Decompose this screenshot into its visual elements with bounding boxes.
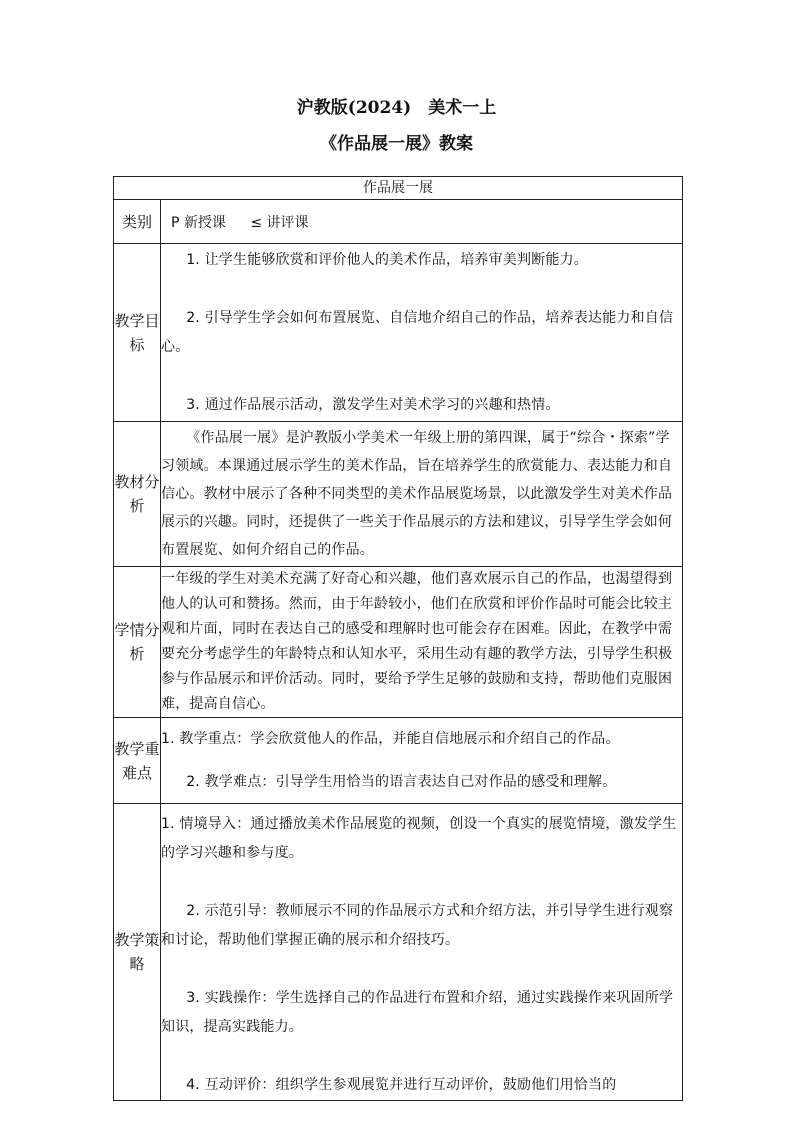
strategy-item: 4. 互动评价：组织学生参观展览并进行互动评价，鼓励他们用恰当的 <box>186 1077 617 1093</box>
objective-item: 3. 通过作品展示活动，激发学生对美术学习的兴趣和热情。 <box>186 396 560 413</box>
students-content <box>161 567 683 718</box>
category-option-review-lesson: ≤ 讲评课 <box>250 214 309 231</box>
table-row-strategy <box>114 804 683 1101</box>
lesson-plan-table <box>113 176 683 1101</box>
category-label: 类别 <box>114 200 161 244</box>
objectives-label: 教学目标 <box>114 244 161 422</box>
lesson-heading-cell: 作品展一展 <box>114 177 683 200</box>
category-option-new-lesson: P 新授课 <box>171 214 226 231</box>
document-subtitle: 《作品展一展》教案 <box>320 134 473 154</box>
strategy-label: 教学策略 <box>114 804 161 1101</box>
table-row-category <box>114 200 683 244</box>
keypoint-item: 2. 教学难点：引导学生用恰当的语言表达自己对作品的感受和理解。 <box>186 773 617 790</box>
materials-text: 《作品展一展》是沪教版小学美术一年级上册的第四课，属于“综合・探索”学习领域。本课通过展示学生的美术作品，旨在培养学生的欣赏能力、表达能力和自信心。教材中展示了各种不同类型的美术作品展览场景，以此激发学生对美术作品展示的兴趣。同时，还提供了一些关于作品展示的方法和建议，引导学生学会如何布置展览、如何介绍自己的作品。 <box>161 430 673 558</box>
table-row-students <box>114 567 683 718</box>
objectives-content <box>161 244 683 422</box>
strategy-item: 1. 情境导入：通过播放美术作品展览的视频，创设一个真实的展览情境，激发学生的学习兴趣和参与度。 <box>161 816 677 861</box>
objective-item: 2. 引导学生学会如何布置展览、自信地介绍自己的作品，培养表达能力和自信心。 <box>161 309 674 355</box>
strategy-item: 3. 实践操作：学生选择自己的作品进行布置和介绍，通过实践操作来巩固所学知识，提高实践能力。 <box>161 990 674 1035</box>
document-title: 沪教版(2024) 美术一上 <box>296 98 497 118</box>
strategy-item: 2. 示范引导：教师展示不同的作品展示方式和介绍方法，并引导学生进行观察和讨论，帮助他们掌握正确的展示和介绍技巧。 <box>161 903 674 948</box>
table-row-keypoints <box>114 718 683 804</box>
table-row-materials <box>114 422 683 567</box>
students-label: 学情分析 <box>114 567 161 718</box>
keypoints-content <box>161 718 683 804</box>
table-row-heading <box>114 177 683 200</box>
strategy-content <box>161 804 683 1101</box>
materials-label: 教材分析 <box>114 422 161 567</box>
keypoint-item: 1. 教学重点：学会欣赏他人的作品，并能自信地展示和介绍自己的作品。 <box>161 730 620 747</box>
materials-content <box>161 422 683 567</box>
category-options <box>161 200 683 244</box>
table-row-objectives <box>114 244 683 422</box>
objective-item: 1. 让学生能够欣赏和评价他人的美术作品，培养审美判断能力。 <box>186 251 588 268</box>
keypoints-label: 教学重难点 <box>114 718 161 804</box>
students-text: 一年级的学生对美术充满了好奇心和兴趣，他们喜欢展示自己的作品，也渴望得到他人的认可和赞扬。然而，由于年龄较小，他们在欣赏和评价作品时可能会比较主观和片面，同时在表达自己的感受和理解时也可能会存在困难。因此，在教学中需要充分考虑学生的年龄特点和认知水平，采用生动有趣的教学方法，引导学生积极参与作品展示和评价活动。同时，要给予学生足够的鼓励和支持，帮助他们克服困难，提高自信心。 <box>161 571 673 712</box>
